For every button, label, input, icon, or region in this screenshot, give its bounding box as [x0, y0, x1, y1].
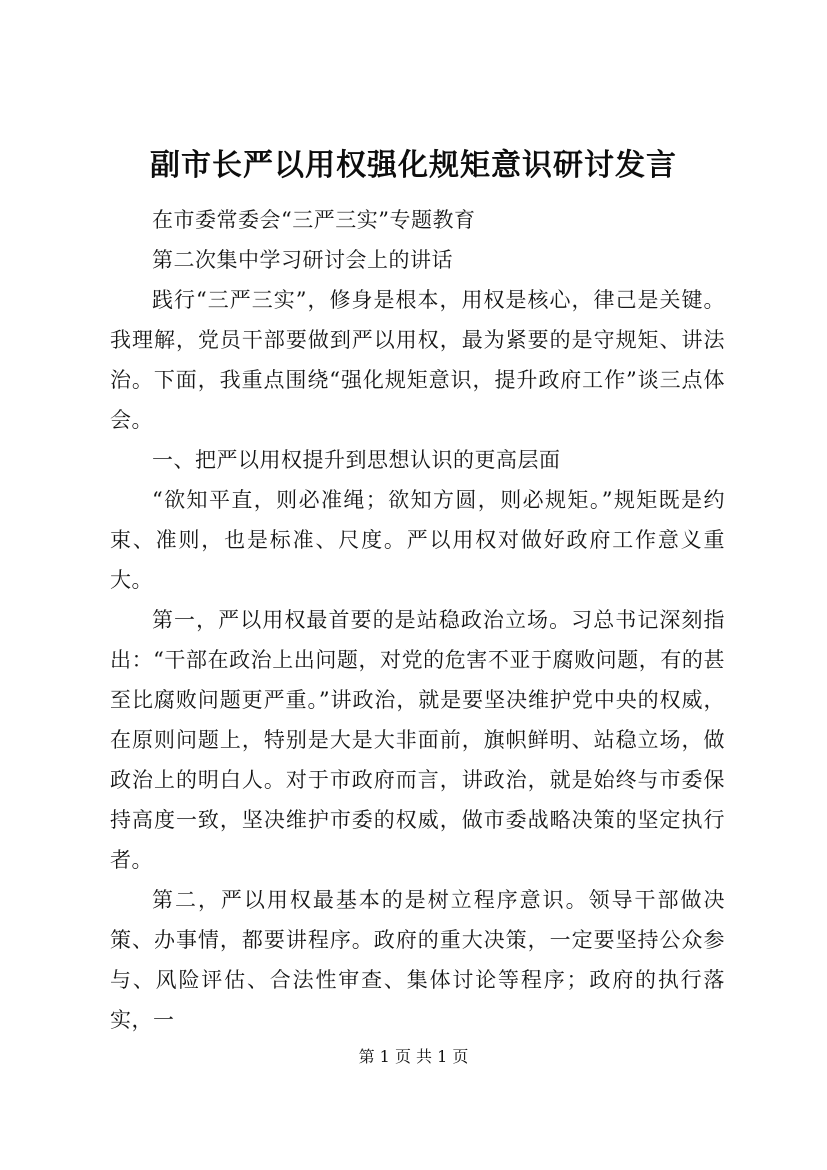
subtitle-line-2: 第二次集中学习研讨会上的讲话 [152, 248, 453, 272]
paragraph-rules: “欲知平直，则必准绳；欲知方圆，则必规矩。”规矩既是约束、准则，也是标准、尺度。严以用权对做好政府工作意义重大。 [110, 488, 725, 592]
paragraph-second-point: 第二，严以用权最基本的是树立程序意识。领导干部做决策、办事情，都要讲程序。政府的重大决策，一定要坚持公众参与、风险评估、合法性审查、集体讨论等程序；政府的执行落实，一 [110, 888, 725, 1032]
paragraph-intro: 践行“三严三实”，修身是根本，用权是核心，律己是关键。我理解，党员干部要做到严以用权，最为紧要的是守规矩、讲法治。下面，我重点围绕“强化规矩意识，提升政府工作”谈三点体会。 [110, 288, 725, 432]
section-heading-1: 一、把严以用权提升到思想认识的更高层面 [152, 448, 561, 472]
document-body [110, 200, 725, 1040]
document-title: 副市长严以用权强化规矩意识研讨发言 [150, 148, 677, 183]
page-number-footer: 第 1 页 共 1 页 [358, 1047, 469, 1066]
paragraph-first-point: 第一，严以用权最首要的是站稳政治立场。习总书记深刻指出：“干部在政治上出问题，对党的危害不亚于腐败问题，有的甚至比腐败问题更严重。”讲政治，就是要坚决维护党中央的权威，在原则问题上，特别是大是大非面前，旗帜鲜明、站稳立场，做政治上的明白人。对于市政府而言，讲政治，就是始终与市委保持高度一致，坚决维护市委的权威，做市委战略决策的坚定执行者。 [110, 608, 725, 872]
subtitle-line-1: 在市委常委会“三严三实”专题教育 [152, 208, 476, 232]
